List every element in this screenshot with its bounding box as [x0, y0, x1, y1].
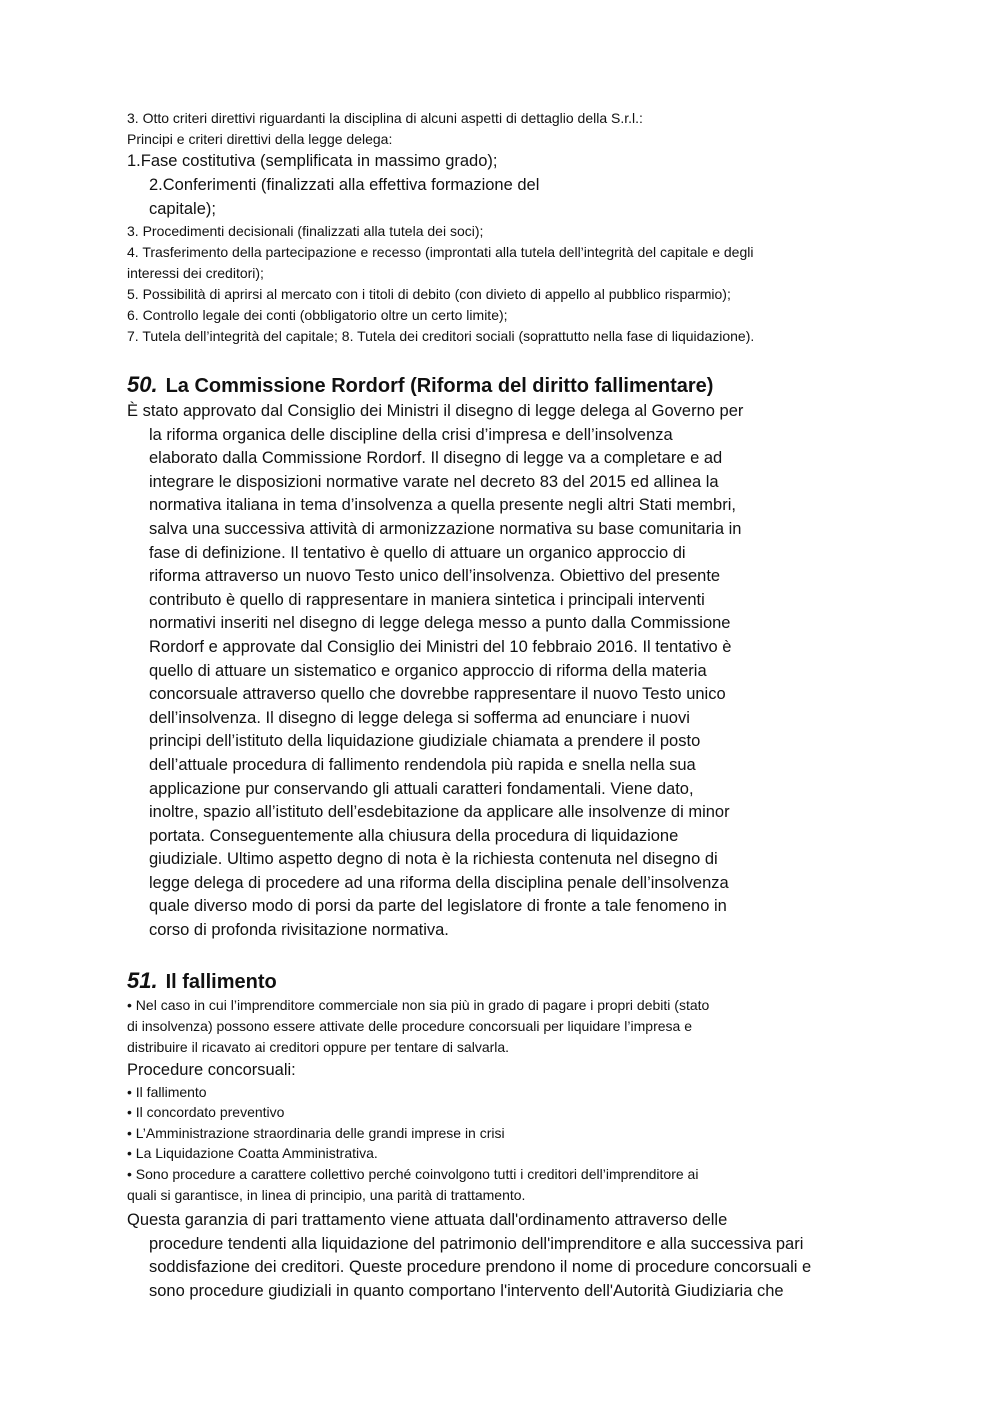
- section-50-body: [127, 400, 743, 943]
- bullet-insolvency-line-3: distribuire il ricavato ai creditori oppure per tentare di salvarla.: [127, 1039, 510, 1055]
- criteria-item-2-line-1: 2.Conferimenti (finalizzati alla effettiva formazione del: [149, 176, 540, 194]
- criteria-item-2-line-2: capitale);: [149, 200, 216, 218]
- body-line: riforma attraverso un nuovo Testo unico dell’insolvenza. Obiettivo del presente: [149, 567, 721, 586]
- body-line: la riforma organica delle discipline della crisi d’impresa e dell’insolvenza: [149, 425, 673, 444]
- body-line: soddisfazione dei creditori. Queste procedure prendono il nome di procedure concorsuali e: [149, 1258, 812, 1277]
- procedure-item: • L’Amministrazione straordinaria delle grandi imprese in crisi: [127, 1125, 505, 1141]
- criteria-item-4-line-1: 4. Trasferimento della partecipazione e recesso (improntati alla tutela dell’integrità del capitale e degli: [127, 244, 754, 260]
- bullet-insolvency-line-1: • Nel caso in cui l’imprenditore commerciale non sia più in grado di pagare i propri debiti (stato: [127, 997, 710, 1013]
- body-line: concorsuale attraverso quello che dovrebbe rappresentare il nuovo Testo unico: [149, 685, 726, 704]
- body-line: portata. Conseguentemente alla chiusura della procedura di liquidazione: [149, 826, 679, 845]
- body-line: procedure tendenti alla liquidazione del patrimonio dell'imprenditore e alla successiva pari: [149, 1234, 804, 1253]
- body-line: salva una successiva attività di armonizzazione normativa su base comunitaria in: [149, 519, 742, 538]
- section-51-number: 51.: [127, 968, 158, 993]
- procedure-item: • Il fallimento: [127, 1084, 207, 1100]
- bullet-insolvency-line-2: di insolvenza) possono essere attivate delle procedure concorsuali per liquidare l’impresa e: [127, 1018, 692, 1034]
- body-line: dell’attuale procedura di fallimento rendendola più rapida e snella nella sua: [149, 755, 696, 774]
- criteria-item-1: 1.Fase costitutiva (semplificata in massimo grado);: [127, 152, 498, 170]
- body-line: normativi inseriti nel disegno di legge delega messo a punto dalla Commissione: [149, 614, 731, 633]
- body-line: legge delega di procedere ad una riforma della disciplina penale dell’insolvenza: [149, 873, 729, 892]
- section-51-heading: [127, 968, 277, 995]
- criteria-item-5: 5. Possibilità di aprirsi al mercato con i titoli di debito (con divieto di appello al pubblico risparmio);: [127, 286, 731, 302]
- body-line: integrare le disposizioni normative varate nel decreto 83 del 2015 ed allinea la: [149, 472, 719, 491]
- body-line: È stato approvato dal Consiglio dei Ministri il disegno di legge delega al Governo per: [127, 402, 744, 420]
- body-line: Rordorf e approvate dal Consiglio dei Ministri del 10 febbraio 2016. Il tentativo è: [149, 637, 732, 656]
- section-50-number: 50.: [127, 372, 158, 397]
- body-line: elaborato dalla Commissione Rordorf. Il disegno di legge va a completare e ad: [149, 449, 723, 468]
- bullet-collective-line-1: • Sono procedure a carattere collettivo perché coinvolgono tutti i creditori dell’imprenditore ai: [127, 1166, 699, 1182]
- intro-line-1: 3. Otto criteri direttivi riguardanti la disciplina di alcuni aspetti di dettaglio della S.r.l.:: [127, 110, 643, 126]
- body-line: normativa italiana in tema d’insolvenza a quella presente negli altri Stati membri,: [149, 496, 736, 515]
- body-line: contributo è quello di rappresentare in maniera sintetica i principali interventi: [149, 590, 705, 609]
- procedure-item: • La Liquidazione Coatta Amministrativa.: [127, 1145, 378, 1161]
- body-line: quale diverso modo di porsi da parte del legislatore di fronte a tale fenomeno in: [149, 897, 727, 916]
- body-line: inoltre, spazio all’istituto dell’esdebitazione da applicare alle insolvenze di minor: [149, 803, 730, 822]
- criteria-item-4-line-2: interessi dei creditori);: [127, 265, 264, 281]
- body-line: sono procedure giudiziali in quanto comportano l'intervento dell'Autorità Giudiziaria che: [149, 1281, 784, 1300]
- body-line: Questa garanzia di pari trattamento viene attuata dall'ordinamento attraverso delle: [127, 1211, 728, 1229]
- procedure-item: • Il concordato preventivo: [127, 1104, 285, 1120]
- body-line: quello di attuare un sistematico e organico approccio di riforma della materia: [149, 661, 707, 680]
- body-line: corso di profonda rivisitazione normativa.: [149, 921, 449, 940]
- criteria-item-3: 3. Procedimenti decisionali (finalizzati alla tutela dei soci);: [127, 223, 484, 239]
- criteria-item-6: 6. Controllo legale dei conti (obbligatorio oltre un certo limite);: [127, 307, 508, 323]
- body-line: applicazione pur conservando gli attuali caratteri fondamentali. Viene dato,: [149, 779, 694, 798]
- procedures-label: Procedure concorsuali:: [127, 1061, 296, 1079]
- section-50-title: La Commissione Rordorf (Riforma del diritto fallimentare): [165, 375, 714, 397]
- criteria-item-7: 7. Tutela dell’integrità del capitale; 8. Tutela dei creditori sociali (soprattutto nella fase di liquidazione).: [127, 328, 755, 344]
- section-50-heading: [127, 372, 713, 399]
- body-line: giudiziale. Ultimo aspetto degno di nota è la richiesta contenuta nel disegno di: [149, 850, 718, 869]
- body-line: fase di definizione. Il tentativo è quello di attuare un organico approccio di: [149, 543, 686, 562]
- bullet-collective-line-2: quali si garantisce, in linea di principio, una parità di trattamento.: [127, 1187, 526, 1203]
- section-51-title: Il fallimento: [165, 971, 277, 993]
- intro-line-2: Principi e criteri direttivi della legge delega:: [127, 131, 393, 147]
- body-line: dell’insolvenza. Il disegno di legge delega si sofferma ad enunciare i nuovi: [149, 708, 690, 727]
- body-line: principi dell’istituto della liquidazione giudiziale chiamata a prendere il posto: [149, 732, 701, 751]
- closing-paragraph: [127, 1209, 811, 1303]
